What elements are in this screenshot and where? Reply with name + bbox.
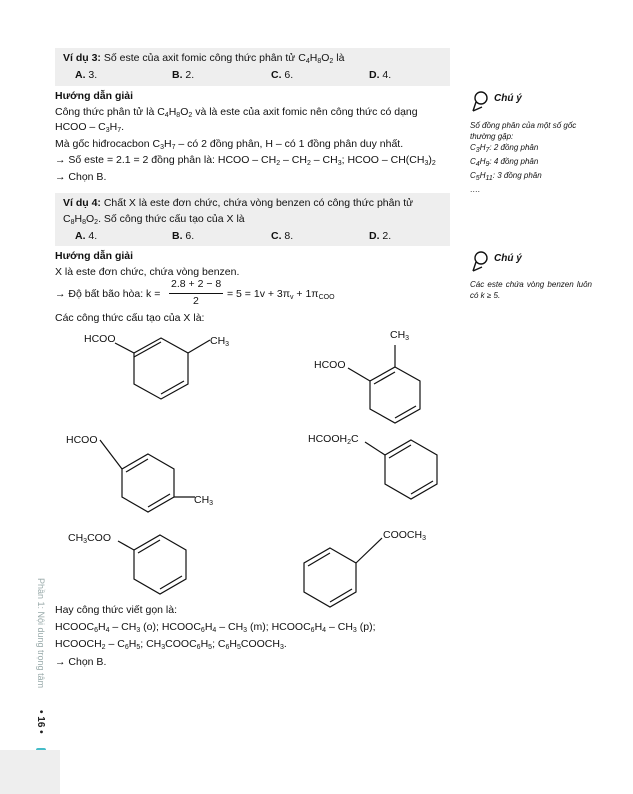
sub: 6 (225, 644, 230, 651)
text: HCOOCH (55, 638, 102, 650)
sub: 3 (243, 627, 248, 634)
benzene-ring (370, 367, 420, 423)
text: – C (105, 638, 125, 650)
sub: 6 (310, 627, 315, 634)
text: C (470, 171, 476, 180)
text: – CH (109, 621, 137, 633)
text: HCOO – C (55, 121, 106, 133)
q-text: Số este của axit fomic công thức phân tử C (103, 52, 306, 64)
formula-prefix: → Độ bất bão hòa: k = (55, 288, 161, 300)
text: – có 2 đồng phân, H – có 1 đồng phân duy nhất. (175, 138, 404, 150)
note-1-line-1 (470, 142, 592, 156)
page-number-text: • 16 • (35, 710, 46, 734)
sub: 3 (422, 535, 426, 542)
text: ; HCOO – CH(CH (341, 154, 425, 166)
sub: 3 (161, 644, 166, 651)
structure-3-methyl: CH3 (194, 494, 214, 507)
text: – CH (310, 154, 338, 166)
option-text: 2. (379, 230, 392, 242)
fraction-numerator: 2.8 + 2 − 8 (171, 278, 222, 290)
benzene-ring (134, 338, 188, 399)
note-2-body: Các este chứa vòng benzen luôn có k ≥ 5. (470, 280, 592, 300)
sub: 3 (279, 644, 284, 651)
note-1-intro: Số đồng phân của một số gốc thường gặp: (470, 121, 577, 141)
text: ; CH (140, 638, 162, 650)
sub: 3 (209, 500, 214, 507)
sub: 4 (475, 161, 480, 168)
structure-4-substituent: HCOOH2C (308, 433, 359, 446)
structure-5-substituent: CH3COO (68, 532, 111, 545)
text: H (163, 138, 172, 150)
text: – CH (326, 621, 353, 633)
sub: 4 (322, 627, 327, 634)
note-2-header (470, 250, 592, 276)
q-sub: 2 (329, 58, 334, 65)
sub: v (290, 294, 294, 301)
sub: 3 (475, 147, 480, 154)
section-label-text (36, 578, 46, 688)
note-1-header (470, 90, 592, 116)
option-text: 8. (281, 230, 294, 242)
text: Chất X là este đơn chức, chứa vòng benzen có công thức phân tử (100, 197, 414, 209)
text: + 1π (293, 288, 319, 300)
sub: 2 (347, 439, 351, 446)
structure-3-substituent: HCOO (66, 434, 98, 446)
text: C (470, 143, 476, 152)
example-4-title: Ví dụ 4: (63, 197, 101, 209)
sub: 2 (306, 160, 311, 167)
text: = 5 = 1v + 3π (227, 288, 290, 300)
text: (p); (356, 621, 376, 633)
section-name: Phần 1: Nội dung trọng tâm (36, 578, 46, 689)
option-letter: A. (75, 230, 86, 242)
text: H (229, 638, 237, 650)
structure-1-methyl: CH3 (210, 335, 230, 348)
fraction-denominator: 2 (193, 295, 199, 307)
text: C (63, 213, 71, 225)
text: Công thức phân tử là C (55, 106, 165, 118)
page-number (33, 710, 49, 750)
text: H (204, 621, 213, 633)
text: – CH (280, 154, 307, 166)
option-letter: A. (75, 69, 86, 81)
structure-2-substituent: HCOO (314, 359, 346, 371)
q-text: H (309, 52, 318, 64)
sub: 7 (117, 127, 122, 134)
sub: 5 (236, 644, 241, 651)
sub: 3 (337, 160, 342, 167)
structure-1-substituent: HCOO (84, 333, 116, 345)
text: . (283, 638, 287, 650)
text: . Số công thức cấu tạo của X là (98, 213, 245, 225)
sub: 8 (176, 112, 181, 119)
option-text: 3. (85, 69, 98, 81)
sub: 8 (82, 219, 86, 226)
text: Mà gốc hiđrocacbon C (55, 138, 161, 150)
sub: 4 (164, 112, 169, 119)
sub: 3 (352, 627, 357, 634)
text: ; C (212, 638, 226, 650)
option-text: 4. (379, 69, 392, 81)
note-1-title: Chú ý (494, 93, 522, 104)
example-3-title: Ví dụ 3: (63, 52, 101, 64)
short-formula-line-1 (55, 621, 375, 634)
text: H (479, 143, 486, 152)
benzene-ring (122, 454, 174, 512)
sub: 2 (276, 160, 281, 167)
solution-4-answer: → Chọn B. (55, 656, 107, 668)
option-text: 2. (182, 69, 195, 81)
sub: 3 (160, 144, 164, 151)
option-text: 4. (85, 230, 98, 242)
sub: 2 (431, 160, 436, 167)
text: . (121, 121, 125, 133)
text: O (180, 106, 189, 118)
sub: 6 (124, 644, 129, 651)
text: C (470, 157, 476, 166)
sub: 3 (136, 627, 141, 634)
note-1-line-2 (470, 156, 592, 170)
text: H (314, 621, 323, 633)
option-letter: B. (172, 230, 183, 242)
benzene-ring (134, 535, 186, 594)
solution-3-answer: → Chọn B. (55, 171, 107, 183)
text: H (479, 171, 486, 180)
pushpin-icon (470, 250, 492, 274)
note-1-ellipsis: …. (470, 185, 481, 194)
structure-2-methyl: CH3 (390, 329, 410, 342)
sub: 5 (136, 644, 141, 651)
sub: 2 (188, 112, 193, 119)
sub: 8 (70, 219, 75, 226)
note-1-line-3 (470, 170, 592, 184)
sub: 6 (200, 627, 205, 634)
q-text: O (321, 52, 330, 64)
text: → Số este = 2.1 = 2 đồng phân là: HCOO – CH (55, 154, 277, 166)
benzene-ring (304, 548, 356, 607)
text: C (351, 433, 359, 445)
option-letter: B. (172, 69, 183, 81)
sub: 3 (83, 538, 88, 545)
option-letter: D. (369, 230, 380, 242)
text: và là este của axit fomic nên công thức có dạng (192, 106, 418, 118)
sub: 3 (105, 127, 110, 134)
sub: 4 (212, 627, 217, 634)
option-text: 6. (281, 69, 294, 81)
text: (m); HCOOC (247, 621, 311, 633)
text: H (168, 106, 177, 118)
sub: 3 (225, 341, 230, 348)
benzene-ring (385, 440, 437, 499)
option-letter: C. (271, 230, 282, 242)
note-2-title: Chú ý (494, 253, 522, 264)
sub: 5 (475, 175, 480, 182)
text: : 4 đồng phân (489, 157, 539, 166)
text: : 3 đồng phân (492, 171, 542, 180)
text: H (479, 157, 486, 166)
sub: 7 (485, 147, 490, 154)
sub: 9 (485, 161, 490, 168)
option-text: 6. (182, 230, 195, 242)
text: H (128, 638, 137, 650)
solution-4-heading: Hướng dẫn giải (55, 250, 134, 262)
sub: 2 (101, 644, 106, 651)
text: O (86, 213, 95, 225)
solution-4-line-1: X là este đơn chức, chứa vòng benzen. (55, 266, 240, 278)
note-1-body (470, 120, 592, 195)
option-letter: C. (271, 69, 282, 81)
solution-4-line-3: Các công thức cấu tạo của X là: (55, 312, 205, 324)
q-text: là (333, 52, 345, 64)
text: – CH (216, 621, 244, 633)
sub: 2 (94, 219, 99, 226)
sub: 3 (405, 335, 410, 342)
short-formula-line-2 (55, 638, 287, 651)
sub: 4 (105, 627, 110, 634)
option-letter: D. (369, 69, 380, 81)
text: H (74, 213, 83, 225)
text: H (109, 121, 118, 133)
text: H (98, 621, 106, 633)
text: COOCH (240, 638, 280, 650)
text: COOC (165, 638, 197, 650)
sub: 11 (485, 175, 493, 182)
text: : 2 đồng phân (489, 143, 539, 152)
text: ) (428, 154, 432, 166)
text: COO (87, 532, 111, 544)
solution-3-heading: Hướng dẫn giải (55, 90, 134, 102)
text: HCOOC (55, 621, 95, 633)
pushpin-icon (470, 90, 492, 114)
bottom-left-strip (0, 750, 60, 794)
sub: 6 (94, 627, 98, 634)
structure-6-substituent: COOCH3 (383, 529, 426, 542)
text: (o); HCOOC (140, 621, 201, 633)
sub: 3 (424, 160, 429, 167)
sub: 7 (171, 144, 176, 151)
q-sub: 8 (317, 58, 322, 65)
sub: 5 (208, 644, 213, 651)
q-sub: 4 (305, 58, 310, 65)
sub: 6 (196, 644, 201, 651)
text: H (200, 638, 209, 650)
sub: COO (318, 294, 335, 301)
short-formula-intro: Hay công thức viết gọn là: (55, 604, 178, 616)
